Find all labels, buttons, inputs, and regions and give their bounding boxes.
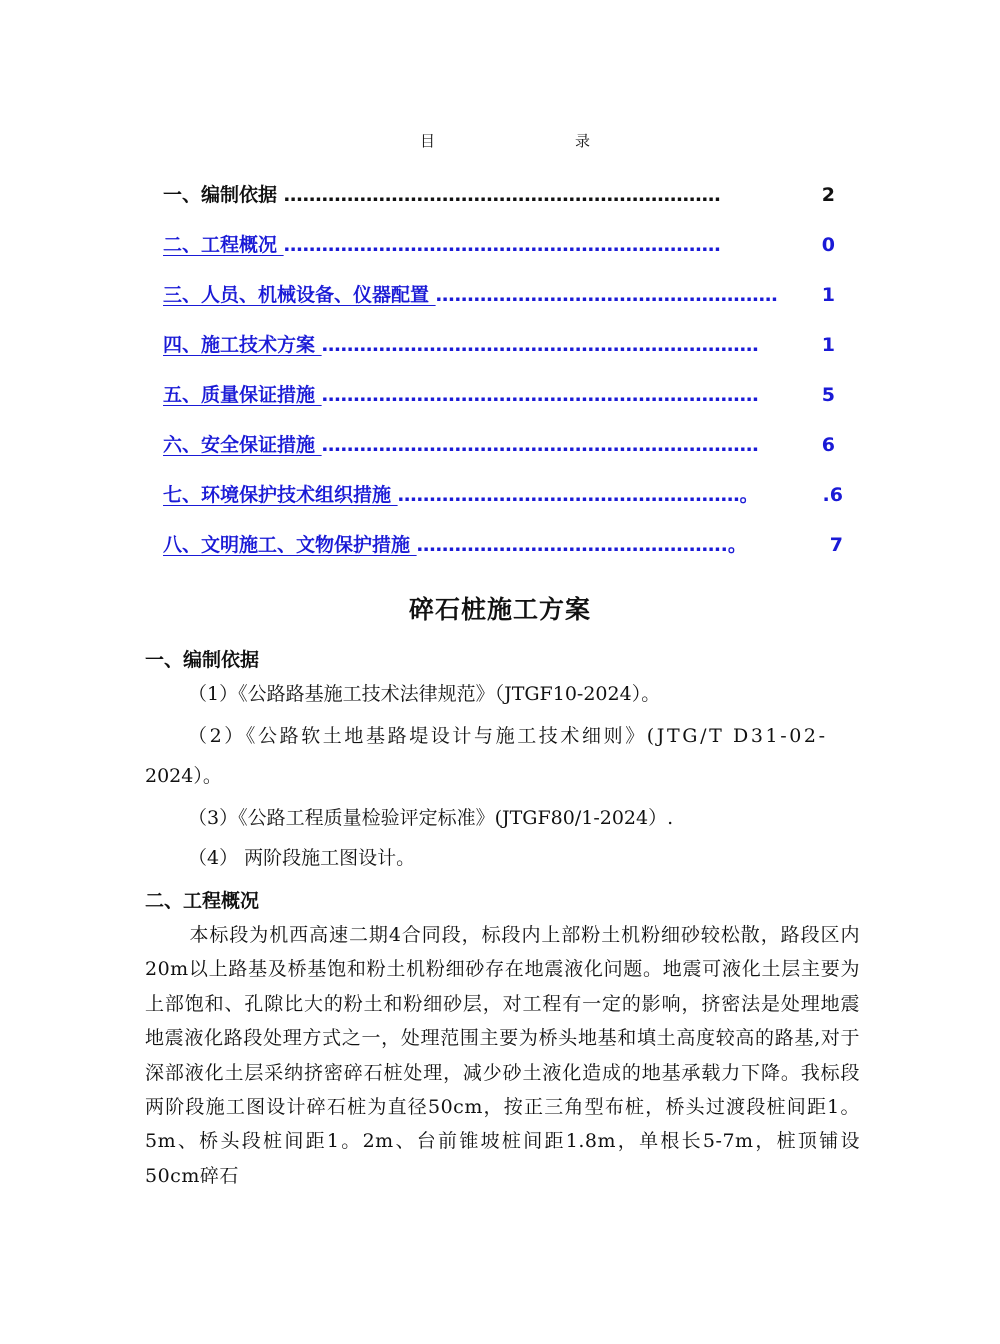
toc-entry-leader: …………………………………………………………… xyxy=(283,234,721,256)
toc-entry-page[interactable]: 5 xyxy=(820,380,835,410)
toc-entry-8[interactable] xyxy=(163,530,843,580)
toc-entry-page[interactable]: 1 xyxy=(820,330,835,360)
toc-entry-page[interactable]: .6 xyxy=(821,480,843,510)
toc-entry-leader: …………………………………………………………… xyxy=(321,334,759,356)
toc-entry-leader: …………………………………………………………… xyxy=(321,384,759,406)
reference-line-3: （3）《公路工程质量检验评定标准》(JTGF80/1-2024）. xyxy=(188,807,674,829)
toc-entry-page[interactable]: 7 xyxy=(828,530,843,560)
toc-entry-leader: …………………………………………………………… xyxy=(283,184,721,206)
toc-entry-leader: ……………………………………………… xyxy=(435,284,778,306)
table-of-contents xyxy=(163,180,843,580)
toc-entry-title[interactable]: 二、工程概况 xyxy=(163,234,284,256)
reference-line-4: （4） 两阶段施工图设计。 xyxy=(188,847,416,869)
toc-entry-page: 2 xyxy=(820,180,835,210)
toc-entry-title[interactable]: 七、环境保护技术组织措施 xyxy=(163,484,398,506)
toc-entry-3[interactable] xyxy=(163,280,835,330)
toc-entry-leader: …………………………………………………………… xyxy=(321,434,759,456)
toc-entry-page[interactable]: 6 xyxy=(820,430,835,460)
toc-entry-7[interactable] xyxy=(163,480,843,530)
toc-entry-title: 一、编制依据 xyxy=(163,184,284,206)
toc-entry-2[interactable] xyxy=(163,230,835,280)
toc-entry-page[interactable]: 1 xyxy=(820,280,835,310)
reference-line-2: （2）《公路软土地基路堤设计与施工技术细则》(JTG/T D31-02- xyxy=(188,725,828,747)
document-title: 碎石桩施工方案 xyxy=(408,595,591,624)
toc-entry-5[interactable] xyxy=(163,380,835,430)
toc-entry-title[interactable]: 八、文明施工、文物保护措施 xyxy=(163,534,417,556)
toc-entry-4[interactable] xyxy=(163,330,835,380)
overview-paragraph xyxy=(145,918,860,1193)
toc-heading xyxy=(420,130,590,156)
reference-line-2-cont: 2024）。 xyxy=(145,765,222,787)
section-heading-overview: 二、工程概况 xyxy=(145,890,260,912)
toc-entry-leader: ………………………………………….。 xyxy=(416,534,747,556)
toc-entry-page[interactable]: 0 xyxy=(820,230,835,260)
toc-heading-left: 目 xyxy=(420,132,436,150)
toc-entry-1 xyxy=(163,180,835,230)
toc-entry-title[interactable]: 三、人员、机械设备、仪器配置 xyxy=(163,284,436,306)
toc-entry-leader: ………………………………………………。 xyxy=(397,484,759,506)
toc-entry-title[interactable]: 五、质量保证措施 xyxy=(163,384,322,406)
toc-entry-title[interactable]: 六、安全保证措施 xyxy=(163,434,322,456)
toc-entry-6[interactable] xyxy=(163,430,835,480)
reference-line-1: （1）《公路路基施工技术法律规范》（JTGF10-2024）。 xyxy=(188,683,661,705)
overview-paragraph-text: 本标段为机西高速二期4合同段，标段内上部粉土机粉细砂较松散，路段区内20m以上路基及桥基饱和粉土机粉细砂存在地震液化问题。地震可液化土层主要为上部饱和、孔隙比大的粉土和粉细砂层，对工程有一定的影响，挤密法是处理地震地震液化路段处理方式之一，处理范围主要为桥头地基和填土高度较高的路基,对于深部液化土层采纳挤密碎石桩处理，减少砂土液化造成的地基承载力下降。我标段两阶段施工图设计碎石桩为直径50cm，按正三角型布桩，桥头过渡段桩间距1。5m、桥头段桩间距1。2m、台前锥坡桩间距1.8m，单根长5-7m，桩顶铺设50cm碎石 xyxy=(145,924,860,1187)
section-heading-basis: 一、编制依据 xyxy=(145,649,260,671)
toc-entry-title[interactable]: 四、施工技术方案 xyxy=(163,334,322,356)
toc-heading-right: 录 xyxy=(574,132,590,150)
